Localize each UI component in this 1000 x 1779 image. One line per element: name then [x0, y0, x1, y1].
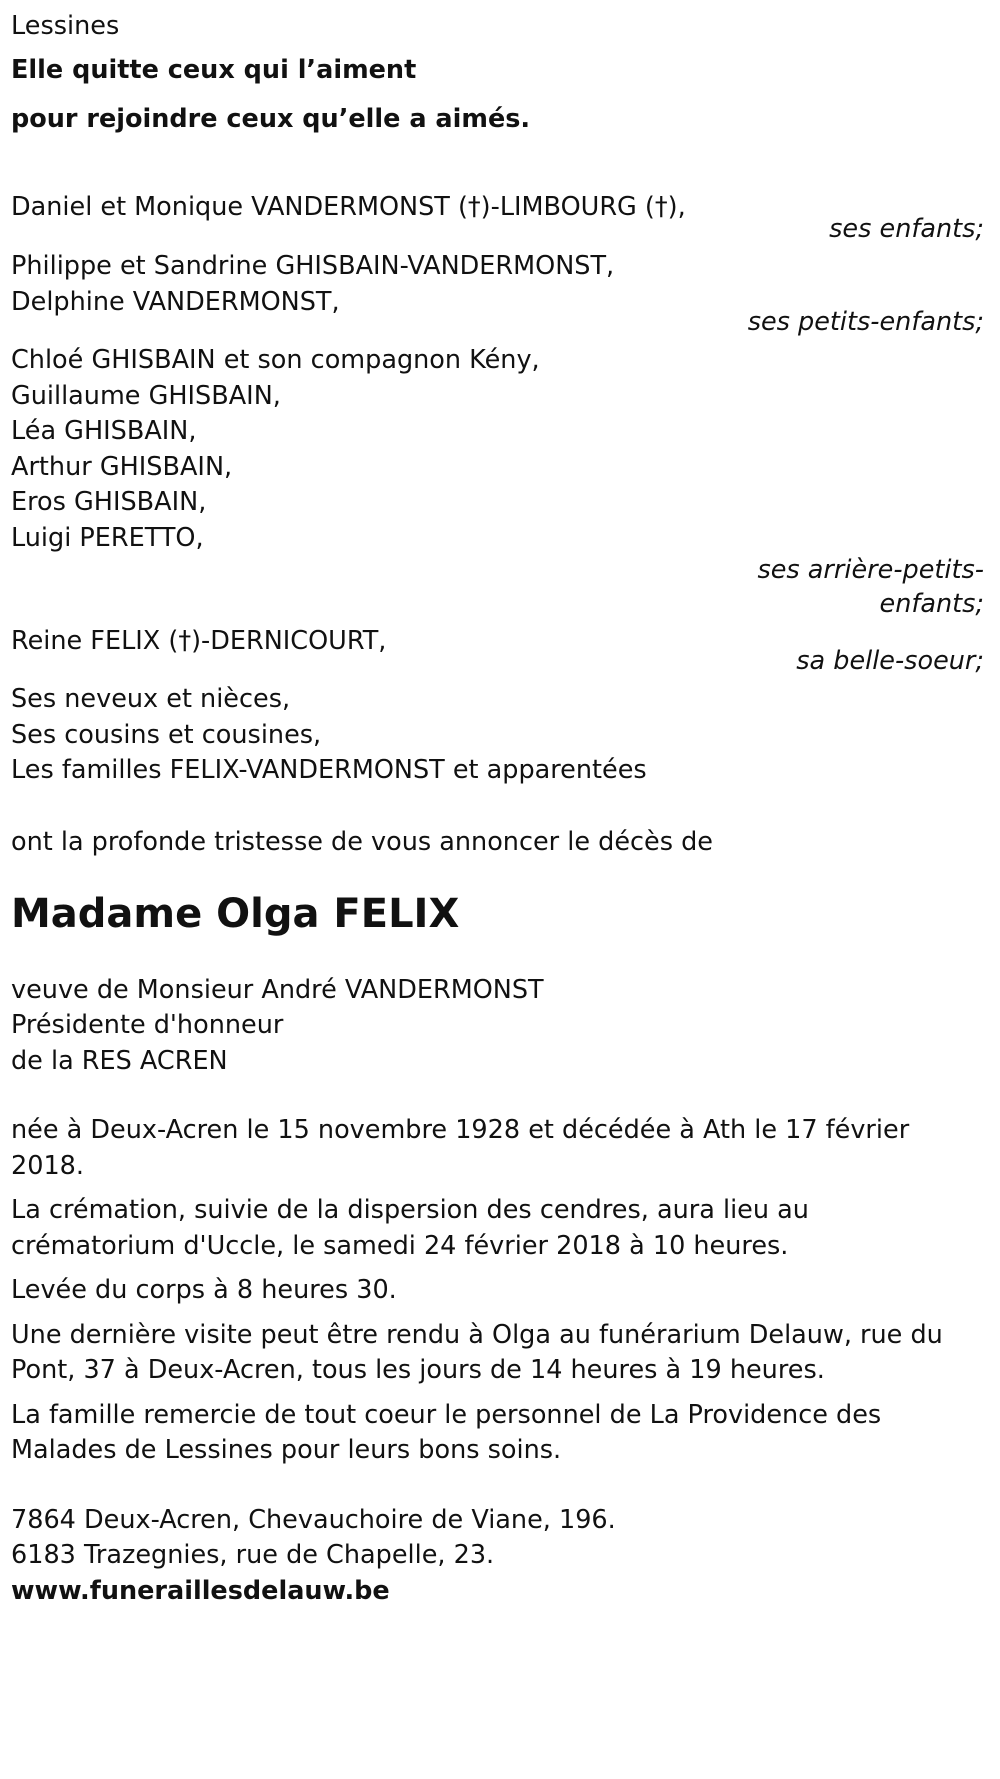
paragraph-line: Pont, 37 à Deux-Acren, tous les jours de 14 heures à 19 heures.: [11, 1355, 825, 1385]
relation-label: sa belle-soeur;: [796, 646, 984, 676]
paragraph-line: Une dernière visite peut être rendu à Olga au funérarium Delauw, rue du: [11, 1319, 943, 1350]
family-group-grandchildren: [11, 246, 1000, 342]
announcement-text: ont la profonde tristesse de vous annoncer le décès de: [11, 826, 713, 857]
thanks-paragraph: [11, 1395, 1000, 1466]
deceased-detail-line: Présidente d'honneur: [11, 1010, 284, 1040]
address-line: 6183 Trazegnies, rue de Chapelle, 23.: [11, 1540, 495, 1570]
family-member: Eros GHISBAIN,: [11, 487, 207, 517]
relation-label-continued: enfants;: [879, 589, 984, 619]
family-member: Luigi PERETTO,: [11, 522, 204, 553]
birth-death-paragraph: [11, 1110, 1000, 1181]
family-member: Philippe et Sandrine GHISBAIN-VANDERMONST,: [11, 251, 615, 281]
relation-label: ses arrière-petits-: [757, 555, 984, 585]
family-member: Delphine VANDERMONST,: [11, 287, 340, 317]
paragraph-line: La famille remercie de tout coeur le personnel de La Providence des: [11, 1399, 882, 1430]
paragraph-line: 2018.: [11, 1150, 85, 1181]
deceased-details: [11, 970, 1000, 1077]
family-member: Léa GHISBAIN,: [11, 416, 197, 446]
deceased-detail-line: veuve de Monsieur André VANDERMONST: [11, 974, 544, 1005]
paragraph-line: Malades de Lessines pour leurs bons soins.: [11, 1435, 562, 1465]
paragraph-line: née à Deux-Acren le 15 novembre 1928 et décédée à Ath le 17 février: [11, 1115, 910, 1145]
family-member: Arthur GHISBAIN,: [11, 451, 233, 482]
cremation-paragraph: [11, 1190, 1000, 1261]
deceased-name: Madame Olga FELIX: [11, 890, 460, 937]
relatives-line: Ses cousins et cousines,: [11, 719, 322, 750]
website-link[interactable]: www.funeraillesdelauw.be: [11, 1575, 390, 1606]
paragraph-line: crématorium d'Uccle, le samedi 24 février 2018 à 10 heures.: [11, 1230, 789, 1261]
family-group-great-grandchildren: [11, 340, 1000, 621]
epitaph-line-2: pour rejoindre ceux qu’elle a aimés.: [11, 104, 531, 134]
levee-paragraph: [11, 1270, 1000, 1306]
relatives-line: Ses neveux et nièces,: [11, 684, 291, 714]
paragraph-line: La crémation, suivie de la dispersion des cendres, aura lieu au: [11, 1195, 809, 1225]
family-member: Daniel et Monique VANDERMONST (†)-LIMBOURG (†),: [11, 192, 686, 222]
paragraph-line: Levée du corps à 8 heures 30.: [11, 1275, 397, 1305]
family-group-children: [11, 187, 1000, 249]
address-line: 7864 Deux-Acren, Chevauchoire de Viane, 196.: [11, 1504, 616, 1535]
deceased-detail-line: de la RES ACREN: [11, 1045, 228, 1076]
obituary-page: [0, 6, 1000, 1779]
family-group-sister-in-law: [11, 621, 1000, 681]
addresses: [11, 1500, 1000, 1571]
visit-paragraph: [11, 1315, 1000, 1386]
family-member: Guillaume GHISBAIN,: [11, 380, 281, 411]
other-relatives: [11, 679, 1000, 786]
city-name: Lessines: [11, 11, 120, 41]
relation-label: ses enfants;: [829, 214, 984, 244]
family-member: Chloé GHISBAIN et son compagnon Kény,: [11, 345, 540, 375]
epitaph-line-1: Elle quitte ceux qui l’aiment: [11, 55, 417, 85]
relation-label: ses petits-enfants;: [747, 307, 984, 337]
relatives-line: Les familles FELIX-VANDERMONST et apparentées: [11, 755, 647, 785]
family-member: Reine FELIX (†)-DERNICOURT,: [11, 626, 387, 656]
